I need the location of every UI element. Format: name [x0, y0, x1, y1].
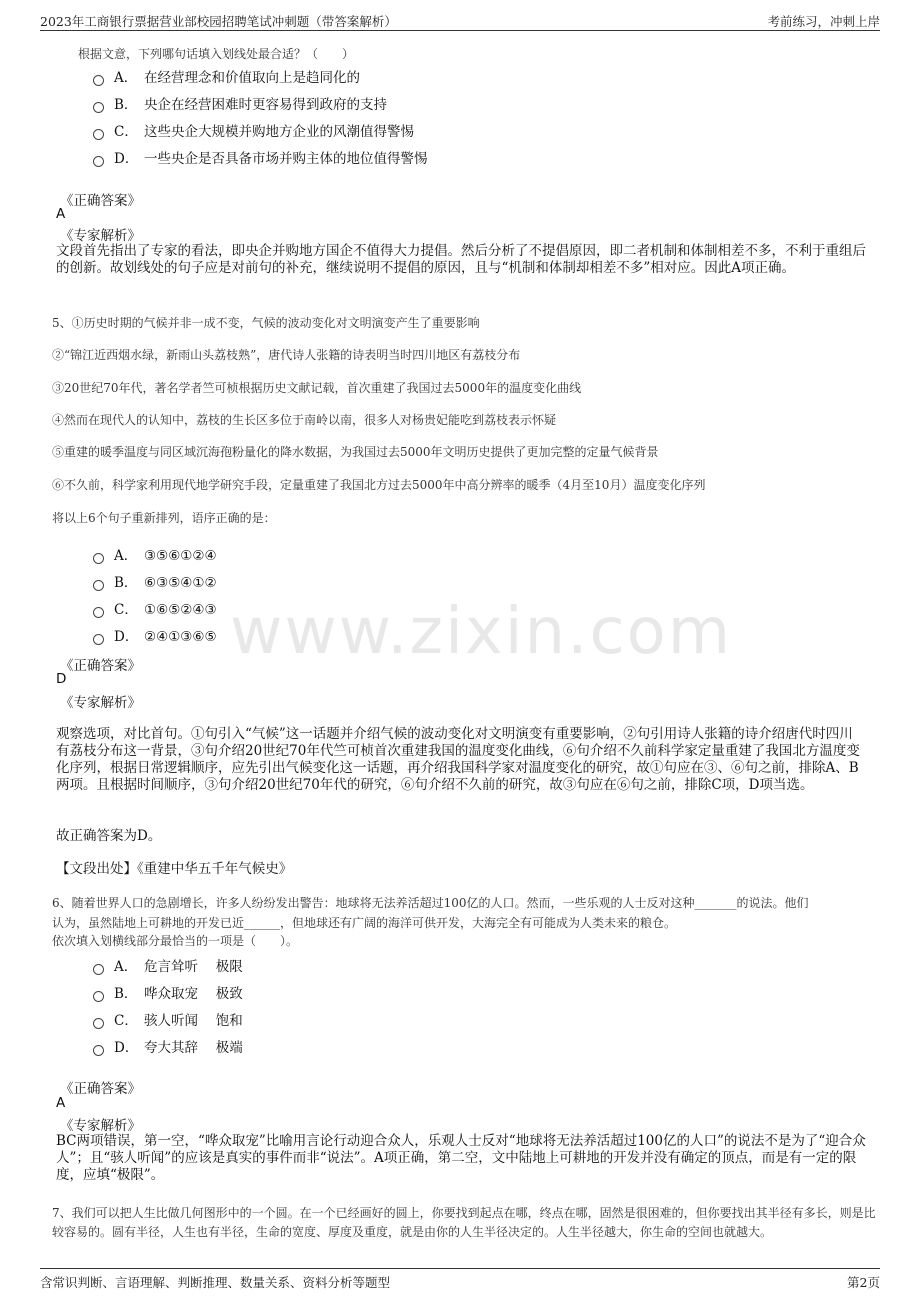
page-footer — [40, 1268, 880, 1289]
q5-answer-label: 《正确答案》 — [60, 658, 141, 674]
q5-stem: 将以上6个句子重新排列，语序正确的是： — [52, 511, 276, 525]
q6-analysis-label: 《专家解析》 — [60, 1118, 141, 1134]
q5-option-a[interactable]: A． ③⑤⑥①②④ — [93, 544, 217, 564]
q6-option-a[interactable]: A． 危言耸听 极限 — [93, 955, 243, 975]
radio-icon[interactable] — [93, 580, 104, 591]
q6-answer-label: 《正确答案》 — [60, 1081, 141, 1097]
q5-sentence-3: ③20世纪70年代，著名学者竺可桢根据历史文献记载，首次重建了我国过去5000年的温度变化曲线 — [52, 381, 582, 395]
q5-analysis: 观察选项，对比首句。①句引入“气候”这一话题并介绍气候的波动变化对文明演变有重要影响，②句引用诗人张籍的诗介绍唐代时四川有荔枝分布这一背景，③句介绍20世纪70年代竺可桢首次重建我国的温度变化曲线，⑥句介绍不久前科学家定量重建了我国北方温度变化序列，根据日常逻辑顺序，应先引出气候变化这一话题，再介绍我国科学家对温度变化的研究，故①句应在③、⑥句之前，排除A、B两项。且根据时间顺序，③句介绍20世纪70年代的研究，⑥句介绍不久前的研究，故③句应在⑥句之前，排除C项，D项当选。 — [56, 726, 860, 793]
q6-stem-line-2: 认为，虽然陆地上可耕地的开发已近______，但地球还有广阔的海洋可供开发，大海完全有可能成为人类未来的粮仓。 — [52, 916, 677, 930]
page-header — [40, 8, 880, 31]
q5-option-d[interactable]: D． ②④①③⑥⑤ — [93, 625, 217, 645]
radio-icon[interactable] — [93, 634, 104, 645]
q5-sentence-4: ④然而在现代人的认知中，荔枝的生长区多位于南岭以南，很多人对杨贵妃能吃到荔枝表示怀疑 — [52, 413, 557, 427]
q6-analysis: BC两项错误，第一空，“哗众取宠”比喻用言论行动迎合众人，乐观人士反对“地球将无法养活超过100亿的人口”的说法不是为了“迎合众人”；且“骇人听闻”的应该是真实的事件而非“说法”。A项正确，第二空，文中陆地上可耕地的开发并没有确定的顶点，而是有一定的限度，应填“极限”。 — [56, 1133, 866, 1183]
q4-stem: 根据文意，下列哪句话填入划线处最合适？（ ） — [78, 47, 355, 61]
q4-analysis: 文段首先指出了专家的看法，即央企并购地方国企不值得大力提倡。然后分析了不提倡原因，即二者机制和体制相差不多，不利于重组后的创新。故划线处的句子应是对前句的补充，继续说明不提倡的原因，且与“机制和体制却相差不多”相对应。因此A项正确。 — [56, 243, 866, 276]
radio-icon[interactable] — [93, 75, 104, 86]
page-number: 第2页 — [847, 1275, 880, 1290]
radio-icon[interactable] — [93, 129, 104, 140]
q7-text: 7、我们可以把人生比做几何图形中的一个圆。在一个已经画好的圆上，你要找到起点在哪，终点在哪，固然是很困难的，但你要找出其半径有多长，则是比较容易的。圆有半径，人生也有半径，生命的宽度、厚度及重度，就是由你的人生半径决定的。人生半径越大，你生命的空间也就越大。 — [52, 1206, 876, 1239]
q4-option-b[interactable]: B． 央企在经营困难时更容易得到政府的支持 — [93, 93, 387, 113]
radio-icon[interactable] — [93, 991, 104, 1002]
q6-stem-line-1: 6、随着世界人口的急剧增长，许多人纷纷发出警告：地球将无法养活超过100亿的人口。然而，一些乐观的人士反对这种_______的说法。他们 — [52, 896, 809, 910]
radio-icon[interactable] — [93, 1018, 104, 1029]
q4-answer: A — [56, 206, 66, 222]
q4-answer-label: 《正确答案》 — [60, 193, 141, 209]
q6-option-b[interactable]: B． 哗众取宠 极致 — [93, 982, 243, 1002]
q4-option-d[interactable]: D． 一些央企是否具备市场并购主体的地位值得警惕 — [93, 147, 428, 167]
header-slogan: 考前练习，冲刺上岸 — [767, 14, 880, 29]
radio-icon[interactable] — [93, 156, 104, 167]
radio-icon[interactable] — [93, 553, 104, 564]
document-title: 2023年工商银行票据营业部校园招聘笔试冲刺题（带答案解析） — [40, 14, 397, 29]
q6-option-d[interactable]: D． 夸大其辞 极端 — [93, 1036, 243, 1056]
q4-option-a[interactable]: A． 在经营理念和价值取向上是趋同化的 — [93, 66, 360, 86]
radio-icon[interactable] — [93, 607, 104, 618]
q5-option-c[interactable]: C． ①⑥⑤②④③ — [93, 598, 217, 618]
q5-answer: D — [56, 671, 67, 687]
q5-conclusion: 故正确答案为D。 — [56, 828, 162, 844]
radio-icon[interactable] — [93, 964, 104, 975]
watermark: www.zixin.com — [230, 595, 733, 669]
q5-sentence-1: 5、①历史时期的气候并非一成不变，气候的波动变化对文明演变产生了重要影响 — [52, 316, 480, 330]
q6-option-c[interactable]: C． 骇人听闻 饱和 — [93, 1009, 243, 1029]
q5-sentence-5: ⑤重建的暖季温度与同区域沉海孢粉量化的降水数据，为我国过去5000年文明历史提供了更加完整的定量气候背景 — [52, 445, 659, 459]
q5-sentence-6: ⑥不久前，科学家利用现代地学研究手段，定量重建了我国北方过去5000年中高分辨率的暖季（4月至10月）温度变化序列 — [52, 478, 706, 492]
q4-option-c[interactable]: C． 这些央企大规模并购地方企业的风潮值得警惕 — [93, 120, 414, 140]
q6-answer: A — [56, 1095, 66, 1111]
radio-icon[interactable] — [93, 102, 104, 113]
q6-stem-line-3: 依次填入划横线部分最恰当的一项是（ ）。 — [52, 934, 299, 948]
radio-icon[interactable] — [93, 1045, 104, 1056]
q4-analysis-label: 《专家解析》 — [60, 228, 141, 244]
q5-analysis-label: 《专家解析》 — [60, 695, 141, 711]
q5-sentence-2: ②“锦江近西烟水绿，新雨山头荔枝熟”，唐代诗人张籍的诗表明当时四川地区有荔枝分布 — [52, 348, 521, 362]
q5-source: 【文段出处】《重建中华五千年气候史》 — [56, 861, 293, 877]
q5-option-b[interactable]: B． ⑥③⑤④①② — [93, 571, 217, 591]
footer-description: 含常识判断、言语理解、判断推理、数量关系、资料分析等题型 — [40, 1275, 391, 1290]
